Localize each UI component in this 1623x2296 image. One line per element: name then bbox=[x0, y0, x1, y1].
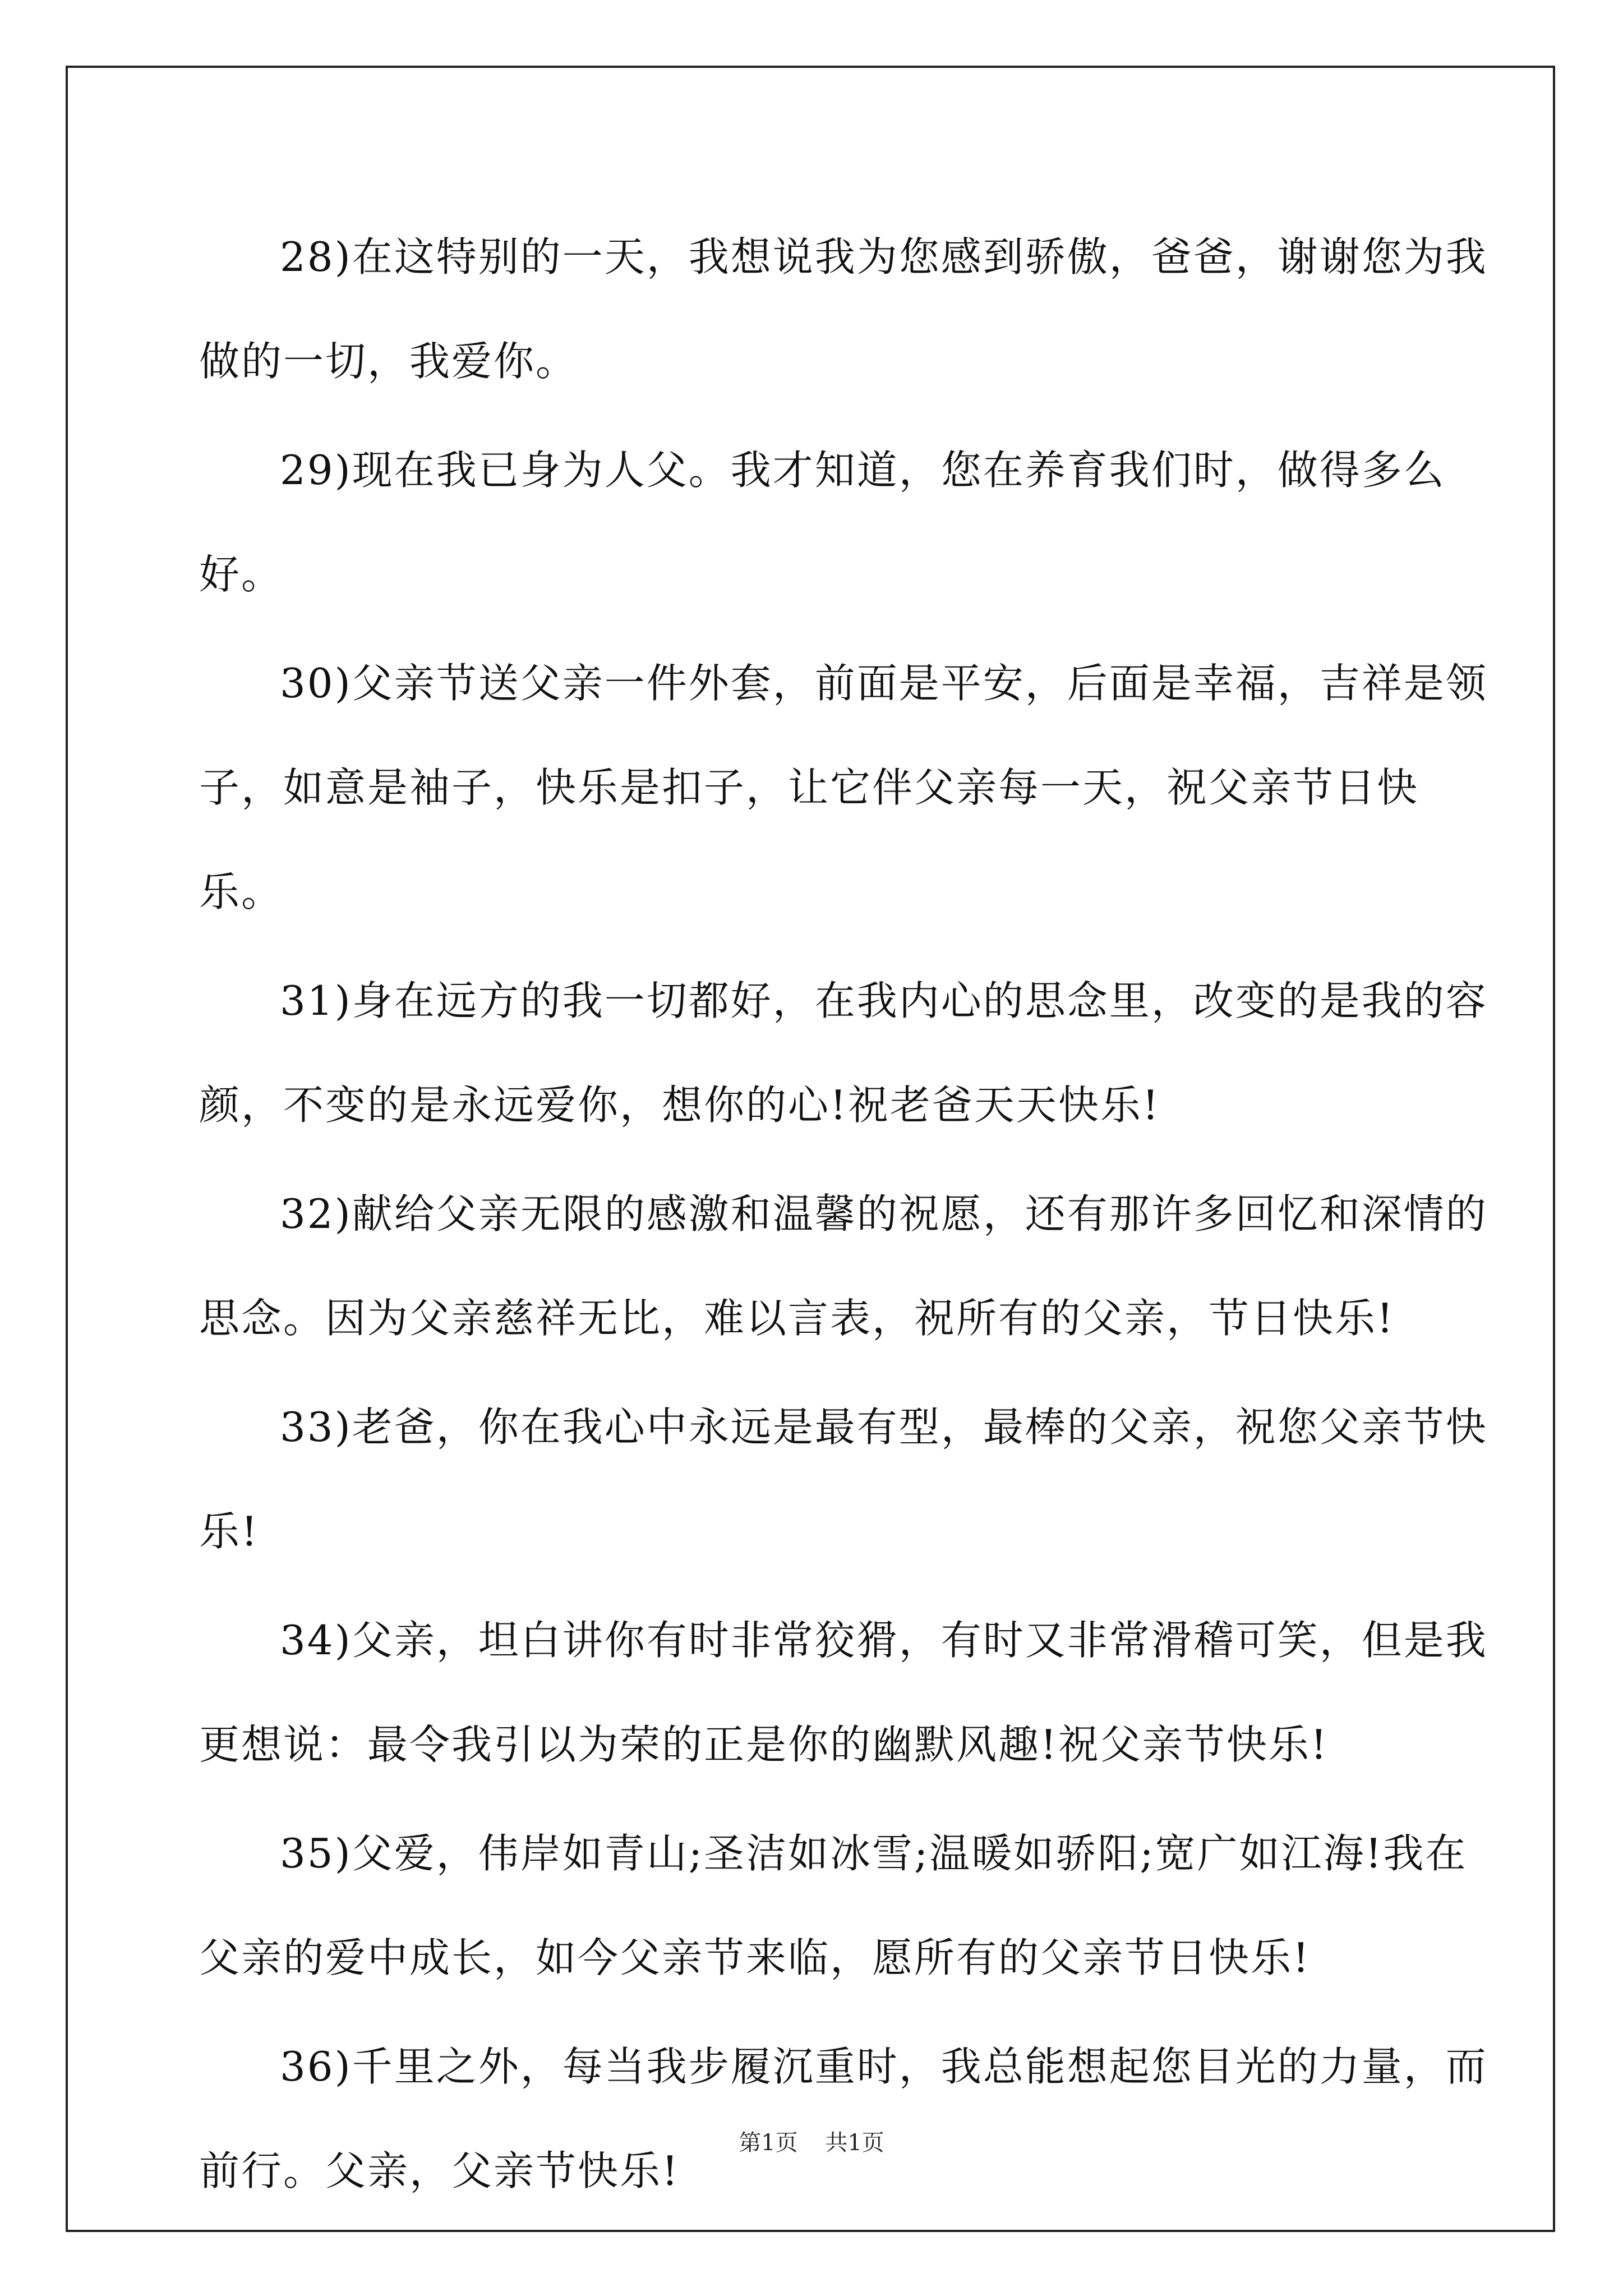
paragraph-29: 29)现在我已身为人父。我才知道，您在养育我们时，做得多么好。 bbox=[199, 447, 1446, 598]
paragraph-33: 33)老爸，你在我心中永远是最有型，最棒的父亲，祝您父亲节快乐! bbox=[199, 1404, 1488, 1555]
page-number: 第1页 bbox=[739, 2130, 798, 2156]
paragraph-34: 34)父亲，坦白讲你有时非常狡猾，有时又非常滑稽可笑，但是我更想说：最令我引以为荣的正是你的幽默风趣!祝父亲节快乐! bbox=[199, 1617, 1488, 1768]
paragraph-31: 31)身在远方的我一切都好，在我内心的思念里，改变的是我的容颜，不变的是永远爱你，想你的心!祝老爸天天快乐! bbox=[199, 977, 1488, 1129]
page-total: 共1页 bbox=[825, 2130, 884, 2156]
paragraph-36: 36)千里之外，每当我步履沉重时，我总能想起您目光的力量，而前行。父亲，父亲节快乐! bbox=[199, 2043, 1488, 2194]
paragraph-35: 35)父爱，伟岸如青山;圣洁如冰雪;温暖如骄阳;宽广如江海!我在父亲的爱中成长，如今父亲节来临，愿所有的父亲节日快乐! bbox=[199, 1830, 1468, 1981]
paragraph-30: 30)父亲节送父亲一件外套，前面是平安，后面是幸福，吉祥是领子，如意是袖子，快乐是扣子，让它伴父亲每一天，祝父亲节日快乐。 bbox=[199, 660, 1488, 915]
page-footer bbox=[0, 2125, 1623, 2157]
paragraph-28: 28)在这特别的一天，我想说我为您感到骄傲，爸爸，谢谢您为我做的一切，我爱你。 bbox=[199, 233, 1488, 385]
paragraph-32: 32)献给父亲无限的感激和温馨的祝愿，还有那许多回忆和深情的思念。因为父亲慈祥无比，难以言表，祝所有的父亲，节日快乐! bbox=[199, 1190, 1488, 1342]
document-body bbox=[199, 205, 1495, 2228]
